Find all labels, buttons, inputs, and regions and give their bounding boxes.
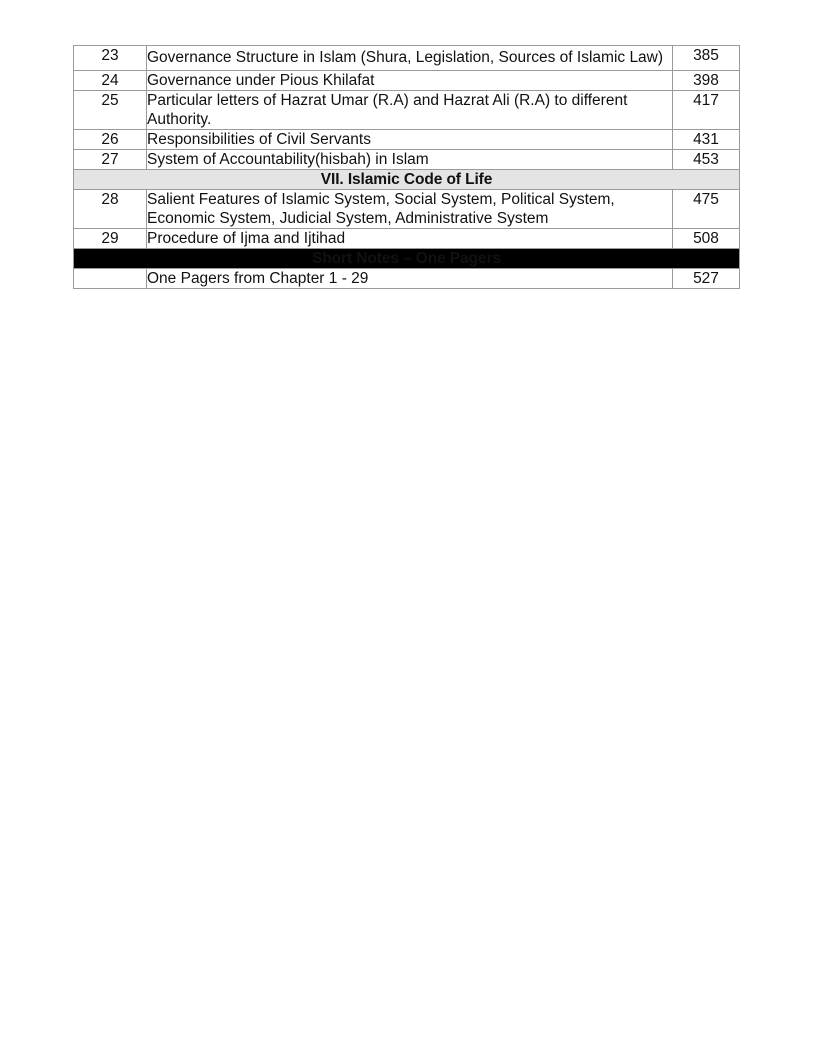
section-header-title: Short Notes – One Pagers: [74, 249, 740, 269]
chapter-number: 26: [74, 130, 147, 150]
page-number: 417: [673, 91, 740, 130]
page-number: 385: [673, 46, 740, 71]
table-row: [74, 229, 740, 249]
table-of-contents: [73, 45, 740, 289]
chapter-number: 25: [74, 91, 147, 130]
chapter-number: 28: [74, 190, 147, 229]
table-row: [74, 46, 740, 71]
page-number: 431: [673, 130, 740, 150]
topic-title: Particular letters of Hazrat Umar (R.A) and Hazrat Ali (R.A) to different Authority.: [147, 91, 673, 130]
page-number: 508: [673, 229, 740, 249]
topic-title: Governance Structure in Islam (Shura, Legislation, Sources of Islamic Law): [147, 46, 673, 71]
table-row: [74, 150, 740, 170]
page-number: 475: [673, 190, 740, 229]
page-number: 398: [673, 71, 740, 91]
topic-title: Salient Features of Islamic System, Social System, Political System, Economic System, Judicial System, Administrative System: [147, 190, 673, 229]
chapter-number: [74, 269, 147, 289]
table-row: [74, 130, 740, 150]
topic-title: Responsibilities of Civil Servants: [147, 130, 673, 150]
section-header-title: VII. Islamic Code of Life: [74, 170, 740, 190]
chapter-number: 24: [74, 71, 147, 91]
table-row: [74, 190, 740, 229]
table-row: [74, 91, 740, 130]
topic-title: System of Accountability(hisbah) in Islam: [147, 150, 673, 170]
chapter-number: 23: [74, 46, 147, 71]
section-header-row: [74, 170, 740, 190]
chapter-number: 29: [74, 229, 147, 249]
chapter-number: 27: [74, 150, 147, 170]
table-body: [74, 46, 740, 289]
table-row: [74, 269, 740, 289]
table-row: [74, 71, 740, 91]
page-number: 453: [673, 150, 740, 170]
topic-title: One Pagers from Chapter 1 - 29: [147, 269, 673, 289]
topic-title: Procedure of Ijma and Ijtihad: [147, 229, 673, 249]
section-header-row: [74, 249, 740, 269]
page-number: 527: [673, 269, 740, 289]
topic-title: Governance under Pious Khilafat: [147, 71, 673, 91]
